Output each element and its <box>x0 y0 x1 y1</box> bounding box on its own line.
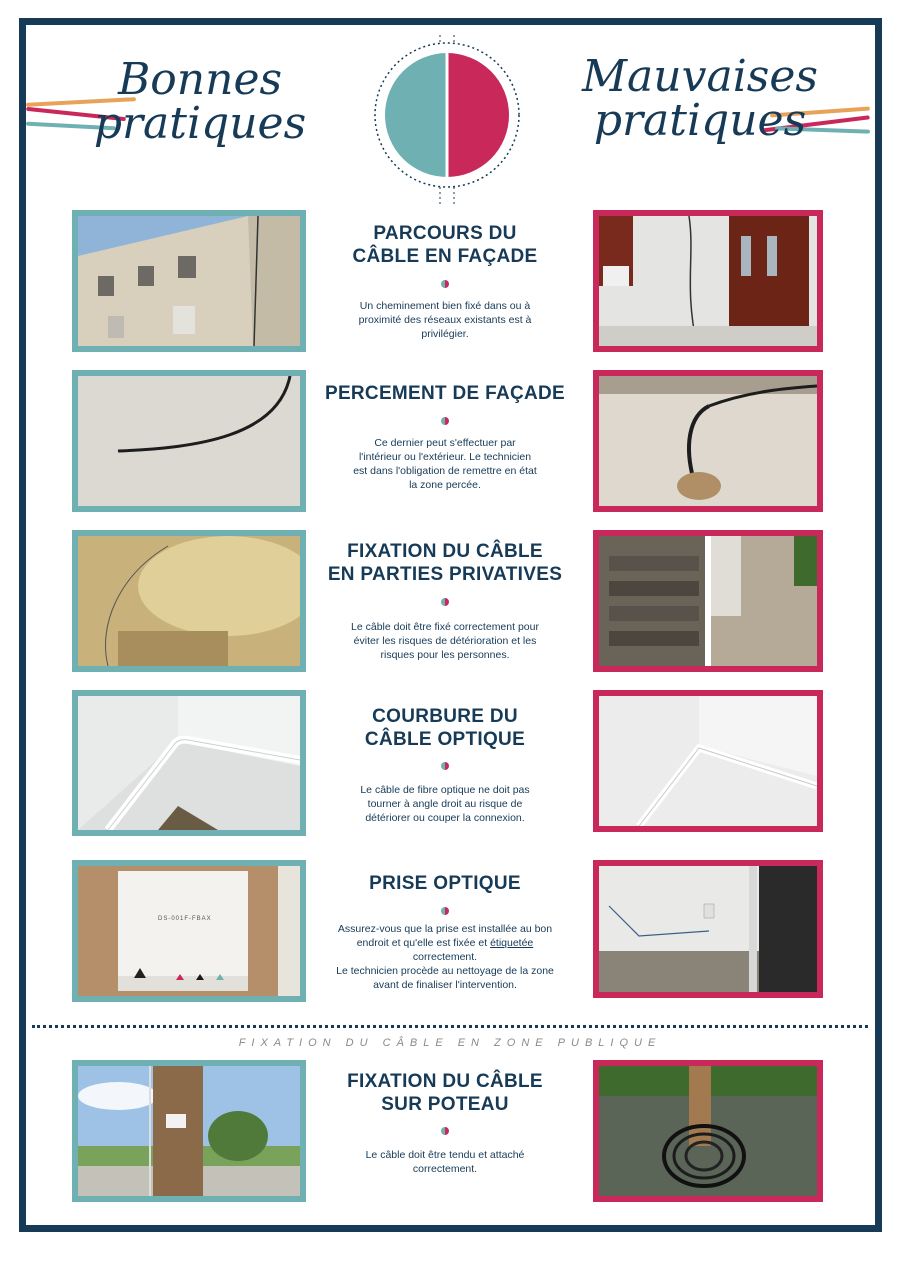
title-line: EN PARTIES PRIVATIVES <box>327 564 563 585</box>
text-line: est dans l'obligation de remettre en état <box>353 465 537 477</box>
labelled-link[interactable]: étiquetée <box>490 937 534 949</box>
separator-dot <box>441 280 449 288</box>
section-cable-bend-title <box>320 705 570 751</box>
title-line: FIXATION DU CÂBLE <box>347 1071 543 1092</box>
section-facade-route-title <box>320 222 570 268</box>
title-line: FIXATION DU CÂBLE <box>347 541 543 562</box>
good-title-line1: Bonnes <box>117 54 283 105</box>
bad-title-line2: pratiques <box>593 95 807 146</box>
separator-dot <box>441 907 449 915</box>
text-line: tourner à angle droit au risque de <box>367 798 523 810</box>
section-optical-outlet-title <box>320 872 570 895</box>
split-circle-logo <box>352 35 542 205</box>
section-wall-drilling-title <box>320 382 570 405</box>
text-line <box>325 936 565 950</box>
bad-photo-facade-route <box>593 210 823 352</box>
text-line: détériorer ou couper la connexion. <box>365 812 525 824</box>
separator-dot <box>441 598 449 606</box>
title-line: PRISE OPTIQUE <box>369 873 521 894</box>
bad-practices-title <box>560 51 840 146</box>
text-line: privilégier. <box>421 328 469 340</box>
bad-photo-cable-bend <box>593 690 823 832</box>
text-line: risques pour les personnes. <box>380 649 510 661</box>
device-label: DS-001F-FBAX <box>158 916 212 922</box>
separator-dot <box>441 1127 449 1135</box>
text-line: Assurez-vous que la prise est installée au bon <box>337 923 553 935</box>
section-pole-fixing-text <box>325 1148 565 1176</box>
separator-dot <box>441 762 449 770</box>
title-line: CÂBLE EN FAÇADE <box>352 246 538 267</box>
text-line: Le câble doit être tendu et attaché <box>365 1149 525 1161</box>
good-practices-title <box>60 54 340 149</box>
separator-dot <box>441 417 449 425</box>
bad-photo-optical-outlet <box>593 860 823 998</box>
text-line: Ce dernier peut s'effectuer par <box>374 437 516 449</box>
good-photo-wall-drilling <box>72 370 306 512</box>
title-line: COURBURE DU <box>372 706 518 727</box>
text-line: Un cheminement bien fixé dans ou à <box>359 300 531 312</box>
text-line: correctement. <box>412 1163 478 1175</box>
text-line: avant de finaliser l'intervention. <box>373 979 517 991</box>
bad-title-line1: Mauvaises <box>582 51 818 102</box>
text-line: Le technicien procède au nettoyage de la zone <box>336 965 554 977</box>
text-line: l'intérieur ou l'extérieur. Le technicien <box>358 451 532 463</box>
title-line: CÂBLE OPTIQUE <box>364 729 526 750</box>
title-line: PARCOURS DU <box>373 223 517 244</box>
text-line: Le câble doit être fixé correctement pour <box>351 621 539 633</box>
good-photo-private-fixing <box>72 530 306 672</box>
text-line: proximité des réseaux existants est à <box>358 314 532 326</box>
public-zone-label: FIXATION DU CÂBLE EN ZONE PUBLIQUE <box>238 1037 662 1049</box>
section-optical-outlet-text <box>325 922 565 992</box>
section-pole-fixing-title <box>320 1070 570 1116</box>
text-fragment: endroit et qu'elle est fixée et <box>356 937 491 949</box>
section-private-fixing-text <box>325 620 565 662</box>
good-photo-optical-outlet <box>72 860 306 1002</box>
good-photo-cable-bend <box>72 690 306 836</box>
good-photo-facade-route <box>72 210 306 352</box>
public-zone-divider <box>32 1025 868 1028</box>
text-line: Le câble de fibre optique ne doit pas <box>360 784 530 796</box>
bad-photo-pole-fixing <box>593 1060 823 1202</box>
section-private-fixing-title <box>320 540 570 586</box>
text-line: correctement. <box>412 951 478 963</box>
title-line: PERCEMENT DE FAÇADE <box>324 383 566 404</box>
title-line: SUR POTEAU <box>381 1094 509 1115</box>
text-line: éviter les risques de détérioration et les <box>353 635 537 647</box>
section-facade-route-text <box>325 299 565 341</box>
good-title-line2: pratiques <box>93 98 307 149</box>
section-cable-bend-text <box>325 783 565 825</box>
good-photo-pole-fixing <box>72 1060 306 1202</box>
bad-photo-private-fixing <box>593 530 823 672</box>
text-line: la zone percée. <box>409 479 481 491</box>
section-wall-drilling-text <box>325 436 565 492</box>
bad-photo-wall-drilling <box>593 370 823 512</box>
